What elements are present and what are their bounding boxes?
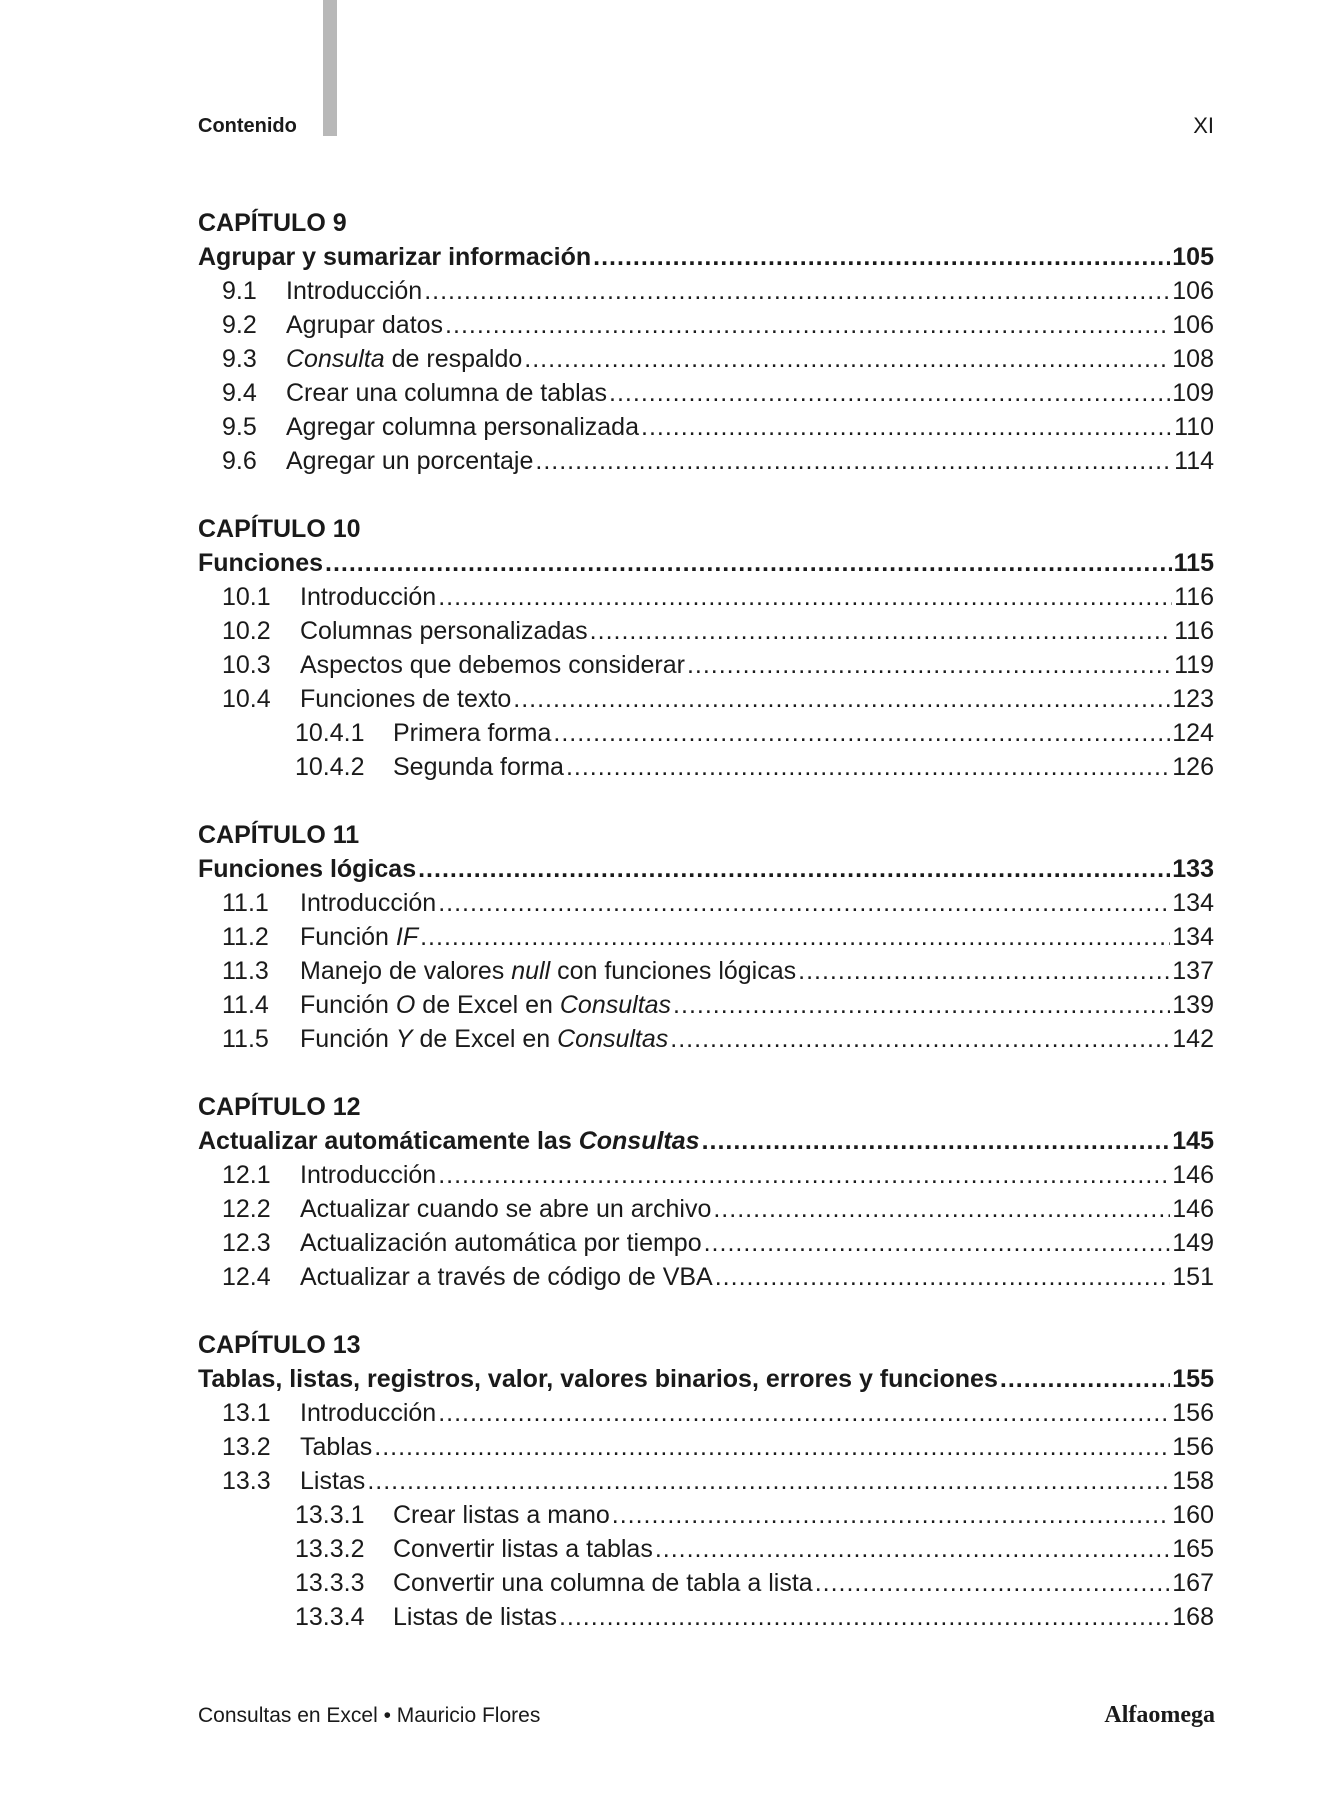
section-number: 12.2 <box>222 1195 271 1223</box>
toc-subentry[interactable] <box>198 1566 1214 1600</box>
page-number: 108 <box>1172 345 1214 373</box>
page-number: 133 <box>1172 855 1214 883</box>
page-number: 116 <box>1174 617 1214 645</box>
dot-leader <box>513 682 1170 716</box>
dot-leader <box>535 444 1172 478</box>
section-number: 12.4 <box>222 1263 271 1291</box>
section-title: Introducción <box>300 583 437 611</box>
toc-entry[interactable] <box>198 1226 1214 1260</box>
dot-leader <box>641 410 1172 444</box>
dot-leader <box>418 852 1170 886</box>
section-title: Aspectos que debemos considerar <box>300 651 685 679</box>
dot-leader <box>687 648 1172 682</box>
italic-term: Consultas <box>557 1025 669 1053</box>
section-number: 11.3 <box>222 957 269 985</box>
italic-term: Consulta <box>286 345 385 373</box>
page-number: 123 <box>1172 685 1214 713</box>
italic-term: O <box>395 991 416 1019</box>
page-number: 146 <box>1172 1195 1214 1223</box>
page-number: 151 <box>1172 1263 1214 1291</box>
section-number: 10.2 <box>222 617 271 645</box>
page-number: 167 <box>1172 1569 1214 1597</box>
toc-entry[interactable] <box>198 648 1214 682</box>
section-title: Introducción <box>300 1399 437 1427</box>
dot-leader <box>438 1396 1170 1430</box>
section-number: 13.3 <box>222 1467 271 1495</box>
dot-leader <box>702 1124 1171 1158</box>
section-title: Actualización automática por tiempo <box>300 1229 702 1257</box>
section-title: Actualizar cuando se abre un archivo <box>300 1195 712 1223</box>
section-title <box>286 342 522 376</box>
section-title: Funciones de texto <box>300 685 512 713</box>
dot-leader <box>438 886 1170 920</box>
dot-leader <box>704 1226 1171 1260</box>
chapter-label: CAPÍTULO 10 <box>198 515 361 543</box>
chapter-title-text: Funciones lógicas <box>198 855 417 883</box>
dot-leader <box>655 1532 1170 1566</box>
section-number: 13.2 <box>222 1433 271 1461</box>
page-number: 124 <box>1172 719 1214 747</box>
section-title <box>300 920 418 954</box>
toc-entry[interactable] <box>198 1396 1214 1430</box>
page-number: 116 <box>1174 583 1214 611</box>
page-number: 160 <box>1172 1501 1214 1529</box>
italic-term: Consultas <box>559 991 672 1019</box>
toc-chapter-title[interactable] <box>198 240 1214 274</box>
toc-entry[interactable] <box>198 614 1214 648</box>
dot-leader <box>438 580 1172 614</box>
dot-leader <box>815 1566 1171 1600</box>
toc-entry[interactable] <box>198 580 1214 614</box>
section-title: Actualizar a través de código de VBA <box>300 1263 713 1291</box>
section-number: 11.4 <box>222 991 269 1019</box>
section-title: Introducción <box>300 1161 437 1189</box>
dot-leader <box>424 274 1170 308</box>
toc-subentry[interactable] <box>198 750 1214 784</box>
chapter-11 <box>198 818 1214 1056</box>
chapter-title-part: Actualizar automáticamente las <box>198 1127 579 1155</box>
section-title: Agregar columna personalizada <box>286 413 639 441</box>
dot-leader <box>593 240 1170 274</box>
page-number: 155 <box>1172 1365 1214 1393</box>
section-title-part: Función <box>300 1025 396 1053</box>
toc-subentry[interactable] <box>198 716 1214 750</box>
toc-entry[interactable] <box>198 1464 1214 1498</box>
toc-chapter-title[interactable] <box>198 1362 1214 1396</box>
page-number: 126 <box>1172 753 1214 781</box>
section-number: 9.6 <box>222 447 257 475</box>
dot-leader <box>612 1498 1171 1532</box>
toc-entry[interactable] <box>198 444 1214 478</box>
chapter-title-text: Funciones <box>198 549 324 577</box>
italic-term: Y <box>395 1025 413 1053</box>
section-number: 9.4 <box>222 379 257 407</box>
page-number: 139 <box>1172 991 1214 1019</box>
section-title: Columnas personalizadas <box>300 617 588 645</box>
page-number: 156 <box>1172 1433 1214 1461</box>
section-title-part: con funciones lógicas <box>550 957 797 985</box>
dot-leader <box>590 614 1172 648</box>
chapter-label: CAPÍTULO 9 <box>198 209 347 237</box>
subsection-title: Crear listas a mano <box>393 1501 610 1529</box>
toc-entry[interactable] <box>198 342 1214 376</box>
page-number: 142 <box>1172 1025 1214 1053</box>
chapter-label: CAPÍTULO 12 <box>198 1093 361 1121</box>
toc-entry[interactable] <box>198 410 1214 444</box>
section-title: Introducción <box>286 277 423 305</box>
page-number: 119 <box>1174 651 1214 679</box>
chapter-9 <box>198 206 1214 478</box>
section-title <box>300 954 796 988</box>
toc-entry[interactable] <box>198 988 1214 1022</box>
page-number: 115 <box>1173 549 1214 577</box>
toc-subentry[interactable] <box>198 1600 1214 1634</box>
page-number: 158 <box>1172 1467 1214 1495</box>
toc-subentry[interactable] <box>198 1532 1214 1566</box>
page-number: 149 <box>1172 1229 1214 1257</box>
dot-leader <box>367 1464 1170 1498</box>
section-number: 13.1 <box>222 1399 271 1427</box>
publisher-logo: Alfaomega <box>1104 1702 1215 1728</box>
page-number: 110 <box>1174 413 1214 441</box>
toc-entry[interactable] <box>198 920 1214 954</box>
dot-leader <box>524 342 1170 376</box>
toc-entry[interactable] <box>198 682 1214 716</box>
dot-leader <box>670 1022 1170 1056</box>
section-number: 10.4 <box>222 685 271 713</box>
italic-term: IF <box>395 923 419 951</box>
toc-entry[interactable] <box>198 1022 1214 1056</box>
dot-leader <box>609 376 1170 410</box>
footer-book-title-author: Consultas en Excel • Mauricio Flores <box>198 1704 541 1727</box>
subsection-title: Listas de listas <box>393 1603 557 1631</box>
page-number: 114 <box>1174 447 1214 475</box>
section-number: 11.2 <box>222 923 269 951</box>
dot-leader <box>374 1430 1170 1464</box>
subsection-number: 13.3.1 <box>295 1501 365 1529</box>
subsection-title: Convertir listas a tablas <box>393 1535 653 1563</box>
toc-chapter-title[interactable] <box>198 546 1214 580</box>
section-number: 9.1 <box>222 277 257 305</box>
chapter-title-text: Tablas, listas, registros, valor, valores binarios, errores y funciones <box>198 1365 998 1393</box>
section-number: 9.5 <box>222 413 257 441</box>
dot-leader <box>1000 1362 1170 1396</box>
subsection-number: 10.4.1 <box>295 719 365 747</box>
section-title: Crear una columna de tablas <box>286 379 608 407</box>
dot-leader <box>553 716 1170 750</box>
toc-chapter-title[interactable] <box>198 1124 1214 1158</box>
dot-leader <box>325 546 1172 580</box>
page-number: 106 <box>1172 277 1214 305</box>
section-number: 9.2 <box>222 311 257 339</box>
toc-entry[interactable] <box>198 1192 1214 1226</box>
section-title: Agrupar datos <box>286 311 444 339</box>
section-title <box>300 988 671 1022</box>
dot-leader <box>420 920 1170 954</box>
toc-entry[interactable] <box>198 376 1214 410</box>
subsection-title: Convertir una columna de tabla a lista <box>393 1569 813 1597</box>
toc-entry[interactable] <box>198 1430 1214 1464</box>
dot-leader <box>566 750 1170 784</box>
section-number: 11.5 <box>222 1025 269 1053</box>
dot-leader <box>673 988 1170 1022</box>
section-number: 11.1 <box>222 889 269 917</box>
dot-leader <box>713 1192 1170 1226</box>
page-number: 137 <box>1172 957 1214 985</box>
toc-entry[interactable] <box>198 274 1214 308</box>
toc-entry[interactable] <box>198 954 1214 988</box>
page-number: 134 <box>1172 889 1214 917</box>
subsection-number: 13.3.2 <box>295 1535 365 1563</box>
running-header-section: Contenido <box>198 115 297 137</box>
section-title-part: Función <box>300 991 396 1019</box>
running-header-page-number: XI <box>1193 113 1214 138</box>
dot-leader <box>438 1158 1170 1192</box>
page-number: 105 <box>1172 243 1214 271</box>
subsection-number: 10.4.2 <box>295 753 365 781</box>
dot-leader <box>798 954 1170 988</box>
subsection-number: 13.3.3 <box>295 1569 365 1597</box>
subsection-number: 13.3.4 <box>295 1603 365 1631</box>
toc-entry[interactable] <box>198 886 1214 920</box>
dot-leader <box>445 308 1170 342</box>
section-title: Introducción <box>300 889 437 917</box>
dot-leader <box>715 1260 1171 1294</box>
italic-term: Consultas <box>578 1127 700 1155</box>
section-title-part: Manejo de valores <box>300 957 512 985</box>
page-number: 106 <box>1172 311 1214 339</box>
subsection-title: Segunda forma <box>393 753 564 781</box>
toc-entry[interactable] <box>198 1158 1214 1192</box>
section-title: Listas <box>300 1467 366 1495</box>
chapter-label: CAPÍTULO 13 <box>198 1331 361 1359</box>
section-title: Tablas <box>300 1433 373 1461</box>
section-title: Agregar un porcentaje <box>286 447 534 475</box>
chapter-title-text: Agrupar y sumarizar información <box>198 243 592 271</box>
toc-chapter-title[interactable] <box>198 852 1214 886</box>
section-number: 12.1 <box>222 1161 271 1189</box>
dot-leader <box>559 1600 1170 1634</box>
page-number: 145 <box>1172 1127 1214 1155</box>
section-number: 12.3 <box>222 1229 271 1257</box>
table-of-contents <box>198 206 1214 1668</box>
chapter-label: CAPÍTULO 11 <box>198 821 360 849</box>
toc-entry[interactable] <box>198 308 1214 342</box>
chapter-10 <box>198 512 1214 784</box>
page-number: 165 <box>1172 1535 1214 1563</box>
decorative-top-bar <box>323 0 337 136</box>
page-number: 134 <box>1172 923 1214 951</box>
chapter-13 <box>198 1328 1214 1634</box>
subsection-title: Primera forma <box>393 719 552 747</box>
toc-subentry[interactable] <box>198 1498 1214 1532</box>
section-title-rest: de respaldo <box>384 345 523 373</box>
section-title-part: de Excel en <box>415 991 560 1019</box>
page-number: 156 <box>1172 1399 1214 1427</box>
page-number: 168 <box>1172 1603 1214 1631</box>
section-title-part: de Excel en <box>412 1025 558 1053</box>
chapter-title-text <box>198 1124 700 1158</box>
page-number: 109 <box>1172 379 1214 407</box>
section-number: 10.1 <box>222 583 271 611</box>
section-number: 10.3 <box>222 651 271 679</box>
page-number: 146 <box>1172 1161 1214 1189</box>
chapter-12 <box>198 1090 1214 1294</box>
section-number: 9.3 <box>222 345 257 373</box>
section-title-part: Función <box>300 923 396 951</box>
toc-entry[interactable] <box>198 1260 1214 1294</box>
italic-term: null <box>511 957 551 985</box>
section-title <box>300 1022 668 1056</box>
